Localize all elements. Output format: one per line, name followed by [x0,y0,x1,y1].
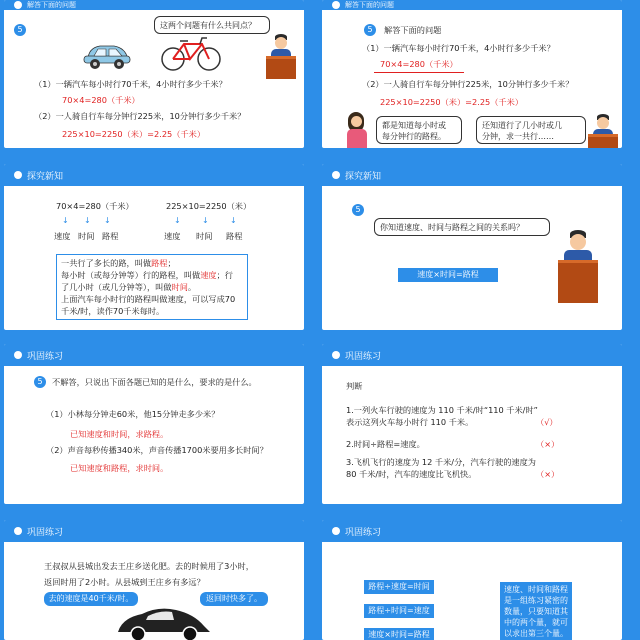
student-speech-bubble: 都是知道每小时或 每分钟行的路程。 [376,116,462,144]
bullet-icon [332,171,340,179]
arrow-down-icon: ↓ [84,216,91,225]
underline [374,72,464,73]
problem-line-2: 返回时用了2小时。从县城到王庄乡有多远？ [44,577,205,587]
slide-header: 探究新知 [4,164,304,186]
face [570,234,586,250]
judgement-2: 2.时间÷路程=速度。 [346,439,425,449]
judgement-3-line-2: 80 千米/时，汽车的速度比飞机快。 [346,469,477,479]
answer-2: 225×10=2250（米）=2.25（千米） [62,129,206,139]
question-2: （2）一人骑自行车每分钟行225米，10分钟行多少千米？ [34,111,246,121]
face [597,117,609,129]
slide-header: 巩固练习 [4,520,304,542]
answer-1: 70×4=280（千米） [380,59,458,69]
label-time: 时间 [196,231,213,241]
question-number: 5 [34,376,46,388]
arrow-down-icon: ↓ [202,216,209,225]
slide-6 [322,344,622,504]
question-2: （2）一人骑自行车每分钟行225米，10分钟行多少千米？ [362,79,574,89]
car-icon [82,38,132,70]
podium [558,260,598,303]
face [275,37,287,49]
answer-1: 已知速度和时间，求路程。 [70,429,169,439]
teacher-speech-bubble: 你知道速度、时间与路程之间的关系吗？ [374,218,550,236]
term-distance: 路程 [151,258,168,268]
answer-2: 225×10=2250（米）=2.25（千米） [380,97,524,107]
student-figure [344,112,370,148]
body [347,129,367,148]
slide-header: 巩固练习 [322,520,622,542]
slide-header: 探究新知 [322,164,622,186]
slide-5 [4,344,304,504]
judgement-1-line-2: 表示这列火车每小时行 110 千米。 [346,417,474,427]
slide-header: 巩固练习 [322,344,622,366]
label-distance: 路程 [102,231,119,241]
face [351,116,362,127]
section-title: 判断 [346,381,363,391]
slide-1 [4,0,304,148]
teacher-figure [266,34,296,76]
bullet-icon [14,527,22,535]
bullet-icon [14,351,22,359]
question-1: （1）小林每分钟走60米，他15分钟走多少米？ [46,409,220,419]
formula-speed: 路程÷时间=速度 [364,604,434,618]
podium [588,134,618,148]
instruction: 不解答，只说出下面各题已知的是什么，要求的是什么。 [52,377,257,387]
problem-line-1: 王叔叔从县城出发去王庄乡送化肥。去的时候用了3小时， [44,561,254,571]
slide-7 [4,520,304,640]
teacher-figure [558,230,598,300]
definition-box: 一共行了多长的路，叫做路程； 每小时（或每分钟等）行的路程，叫做速度；行 了几小时（或几分钟等），叫做时间。 上面汽车每小时行的路程叫做速度，可以写成70 千米/时，读作70千米每时。 [56,254,248,320]
question-number: 5 [14,24,26,36]
equation-bike: 225×10=2250（米） [166,201,252,211]
bullet-icon [14,1,22,9]
teacher-speech-bubble: 还知道行了几小时或几 分钟，求一共行…… [476,116,586,144]
teacher-speech-bubble: 这两个问题有什么共同点？ [154,16,270,34]
slide-3 [4,164,304,330]
question-1: （1）一辆汽车每小时行70千米，4小时行多少千米？ [34,79,227,89]
slide-2 [322,0,622,148]
mark-wrong: （×） [536,439,560,449]
car-icon [114,604,214,640]
arrow-down-icon: ↓ [174,216,181,225]
slide-title: 解答下面的问题 [384,25,442,35]
bullet-icon [332,1,340,9]
bullet-icon [14,171,22,179]
formula-distance: 速度×时间=路程 [364,628,434,640]
slide-header: 巩固练习 [4,344,304,366]
slide-header: 解答下面的问题 [4,0,304,10]
slide-header: 解答下面的问题 [322,0,622,10]
label-distance: 路程 [226,231,243,241]
term-speed: 速度 [200,270,217,280]
question-number: 5 [364,24,376,36]
teacher-figure [588,114,618,148]
mark-wrong: （×） [536,469,560,479]
arrow-down-icon: ↓ [104,216,111,225]
bullet-icon [332,351,340,359]
label-speed: 速度 [164,231,181,241]
summary-note: 速度、时间和路程 是一组练习紧密的 数量，只要知道其 中的两个量，就可 以求出第三个量。 [500,582,572,640]
slide-8 [322,520,622,640]
question-number: 5 [352,204,364,216]
question-1: （1）一辆汽车每小时行70千米，4小时行多少千米？ [362,43,555,53]
mark-correct: （√） [536,417,558,427]
question-2: （2）声音每秒传播340米，声音传播1700米要用多长时间？ [46,445,268,455]
term-time: 时间 [171,282,188,292]
podium [266,56,296,79]
bullet-icon [332,527,340,535]
hint-return-bubble: 返回时快多了。 [200,592,268,606]
equation-car: 70×4=280（千米） [56,201,134,211]
hint-speed-bubble: 去的速度是40千米/时。 [44,592,138,606]
arrow-down-icon: ↓ [62,216,69,225]
formula-time: 路程÷速度=时间 [364,580,434,594]
formula-box: 速度×时间=路程 [398,268,498,282]
answer-2: 已知速度和路程，求时间。 [70,463,169,473]
answer-1: 70×4=280（千米） [62,95,140,105]
arrow-down-icon: ↓ [230,216,237,225]
label-time: 时间 [78,231,95,241]
slide-4 [322,164,622,330]
judgement-1-line-1: 1.一列火车行驶的速度为 110 千米/时“110 千米/时” [346,405,538,415]
label-speed: 速度 [54,231,71,241]
judgement-3-line-1: 3.飞机飞行的速度为 12 千米/分，汽车行驶的速度为 [346,457,536,467]
bicycle-icon [160,36,222,72]
